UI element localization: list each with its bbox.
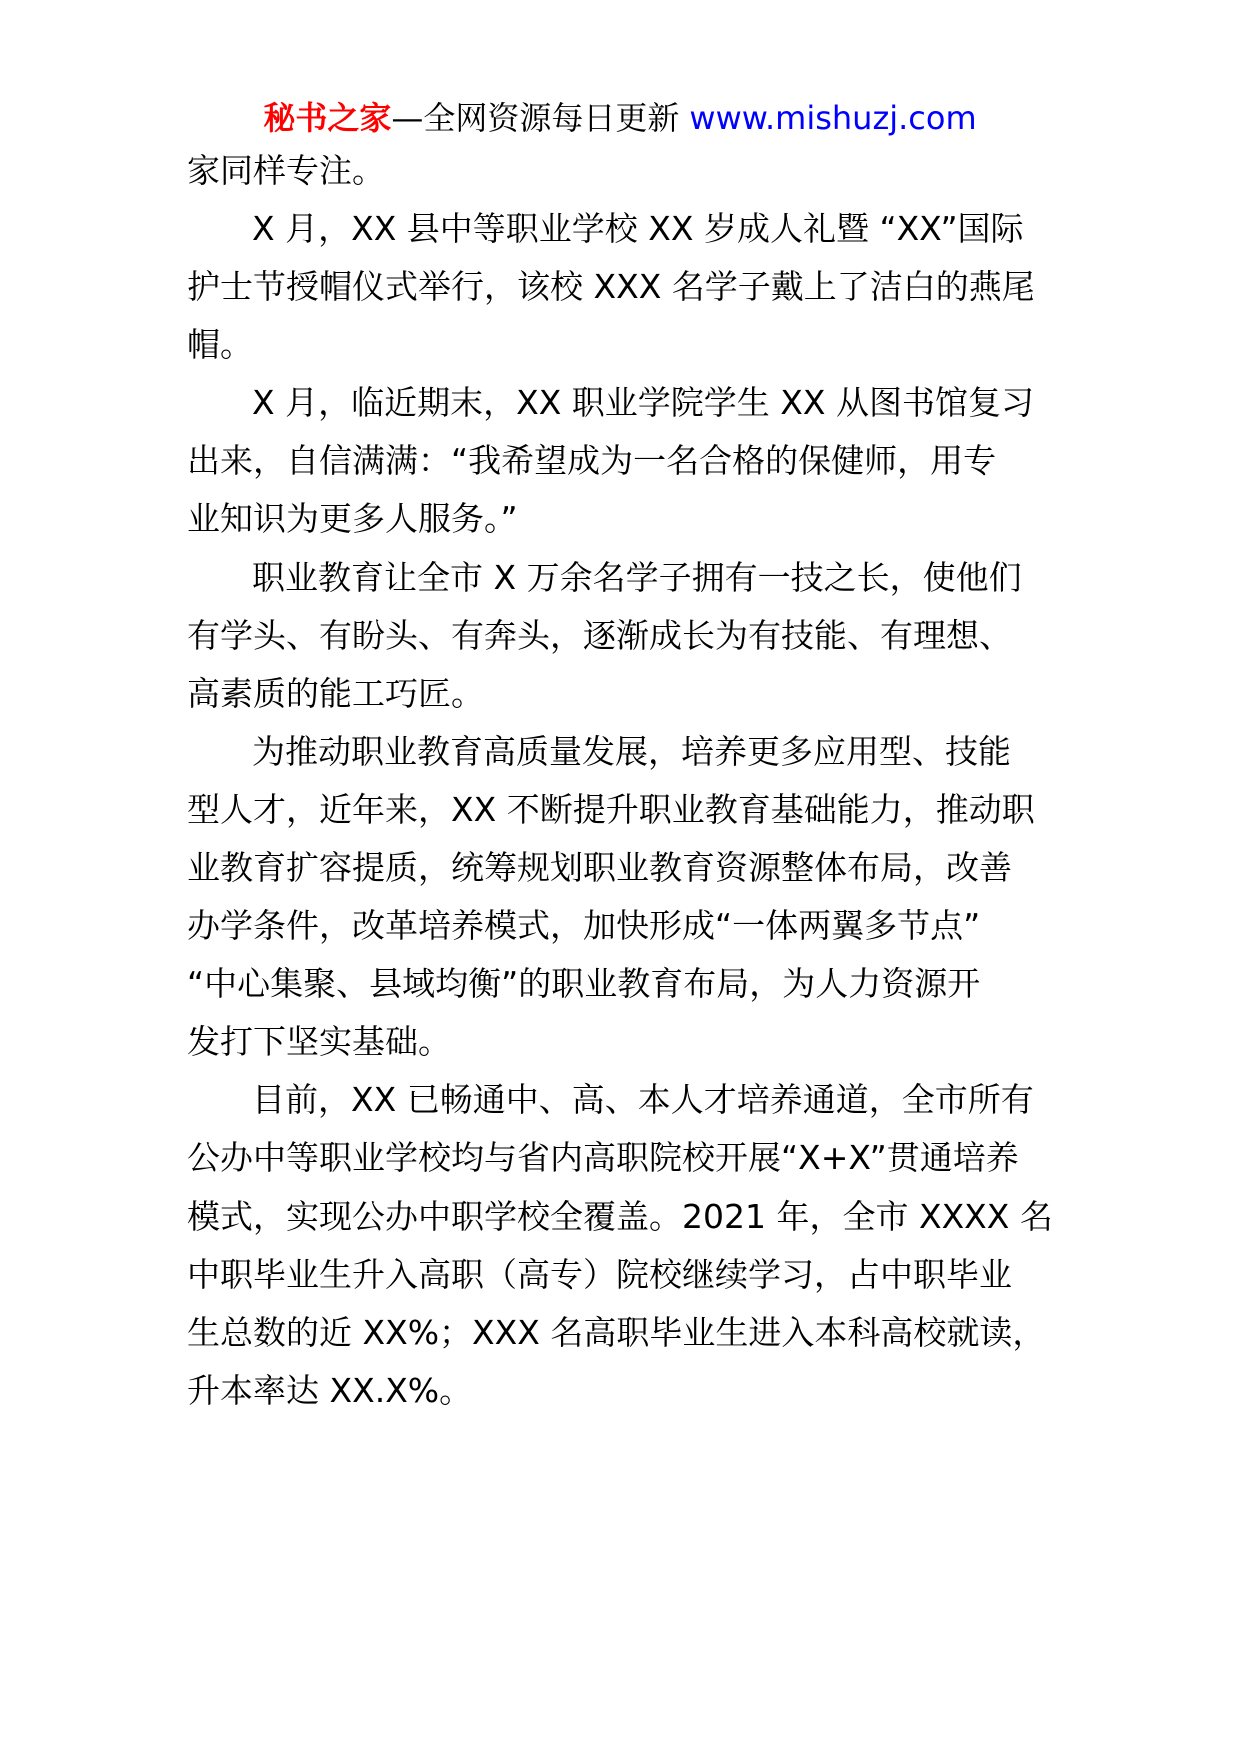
page-header [0,98,1240,138]
paragraph-line: 发打下坚实基础。 [187,1022,451,1061]
paragraph-line: 为推动职业教育高质量发展，培养更多应用型、技能 [252,732,1011,771]
paragraph-line: 办学条件，改革培养模式，加快形成“一体两翼多节点” [187,906,981,945]
paragraph-line: 目前，XX 已畅通中、高、本人才培养通道，全市所有 [252,1080,1034,1119]
paragraph-line: 公办中等职业学校均与省内高职院校开展“X+X”贯通培养 [187,1138,1019,1177]
paragraph-line: 业教育扩容提质，统筹规划职业教育资源整体布局，改善 [187,848,1012,887]
header-tagline: —全网资源每日更新 [391,99,680,137]
paragraph-line: 业知识为更多人服务。” [187,499,518,538]
paragraph-line: 高素质的能工巧匠。 [187,674,484,713]
paragraph-line: X 月，临近期末，XX 职业学院学生 XX 从图书馆复习 [252,383,1034,422]
paragraph-line: X 月，XX 县中等职业学校 XX 岁成人礼暨 “XX”国际 [252,209,1024,248]
paragraph-line: 有学头、有盼头、有奔头，逐渐成长为有技能、有理想、 [187,616,1012,655]
paragraph-line: 型人才，近年来，XX 不断提升职业教育基础能力，推动职 [187,790,1035,829]
paragraph-line: 职业教育让全市 X 万余名学子拥有一技之长，使他们 [252,558,1022,597]
paragraph-line: 中职毕业生升入高职（高专）院校继续学习，占中职毕业 [187,1255,1012,1294]
header-url-link[interactable]: www.mishuzj.com [689,99,977,137]
text-line: 家同样专注。 [187,151,385,190]
paragraph-line: 护士节授帽仪式举行，该校 XXX 名学子戴上了洁白的燕尾 [187,267,1035,306]
paragraph-line: 帽。 [187,325,253,364]
paragraph-line: “中心集聚、县域均衡”的职业教育布局，为人力资源开 [187,964,981,1003]
brand-name: 秘书之家 [263,99,392,137]
paragraph-line: 升本率达 XX.X%。 [187,1371,473,1410]
paragraph-line: 生总数的近 XX%；XXX 名高职毕业生进入本科高校就读， [187,1313,1046,1352]
paragraph-line: 出来，自信满满：“我希望成为一名合格的保健师，用专 [187,441,997,480]
paragraph-line: 模式，实现公办中职学校全覆盖。2021 年，全市 XXXX 名 [187,1197,1053,1236]
